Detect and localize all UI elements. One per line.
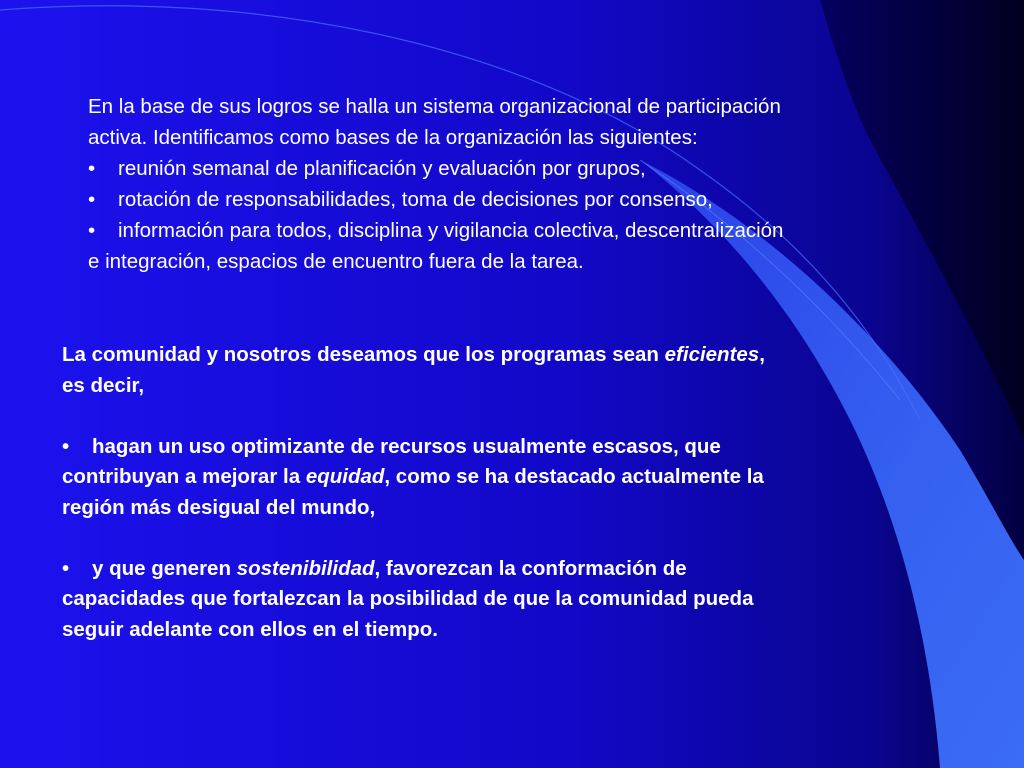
org-item-1: reunión semanal de planificación y evaluación por grupos,: [118, 157, 646, 180]
text-block-programs: [62, 340, 962, 645]
program-point-1-b: contribuyan a mejorar la: [62, 465, 306, 488]
program-bullet-2-line-2: capacidades que fortalezcan la posibilidad de que la comunidad pueda: [62, 587, 754, 610]
eficientes-emphasis: eficientes: [664, 343, 760, 366]
intro-comma: ,: [759, 343, 765, 366]
program-bullet-2-line-1: [62, 554, 962, 585]
program-point-2-a-rest: , favorezcan la conformación de: [374, 556, 687, 580]
bullet-glyph: •: [62, 434, 70, 458]
program-bullet-1-line-3: región más desigual del mundo,: [62, 495, 376, 519]
bullet-glyph: •: [88, 188, 96, 211]
programs-intro-line-1: [62, 340, 962, 371]
program-point-1-b-rest: , como se ha destacado actualmente la: [384, 465, 764, 488]
intro-text: La comunidad y nosotros deseamos que los programas sean: [62, 343, 665, 366]
org-line-2: activa. Identificamos como bases de la organización las siguientes:: [88, 126, 698, 149]
program-point-1-a: hagan un uso optimizante de recursos usualmente escasos, que: [92, 434, 721, 458]
spacer: [62, 401, 962, 432]
org-item-3: información para todos, disciplina y vigilancia colectiva, descentralización: [118, 219, 784, 242]
org-line-1: En la base de sus logros se halla un sistema organizacional de participación: [88, 95, 781, 118]
org-bullet-2: [88, 184, 968, 215]
org-bullet-1: [88, 153, 968, 184]
text-block-organization: [88, 91, 968, 277]
org-item-2: rotación de responsabilidades, toma de decisiones por consenso,: [118, 188, 713, 211]
sostenibilidad-emphasis: sostenibilidad: [236, 556, 375, 580]
program-bullet-1-line-1: [62, 432, 962, 463]
org-bullet-3: [88, 215, 968, 246]
bullet-glyph: •: [62, 556, 70, 580]
program-bullet-2-line-3: seguir adelante con ellos en el tiempo.: [62, 617, 438, 641]
program-point-2-a: y que generen: [92, 556, 237, 580]
program-bullet-1-line-2: [62, 462, 962, 493]
bullet-glyph: •: [88, 219, 96, 242]
programs-intro-line-2: es decir,: [62, 373, 145, 397]
org-item-3-cont: e integración, espacios de encuentro fuera de la tarea.: [88, 250, 584, 273]
bullet-glyph: •: [88, 157, 96, 180]
equidad-emphasis: equidad: [305, 465, 385, 488]
spacer: [62, 523, 962, 554]
